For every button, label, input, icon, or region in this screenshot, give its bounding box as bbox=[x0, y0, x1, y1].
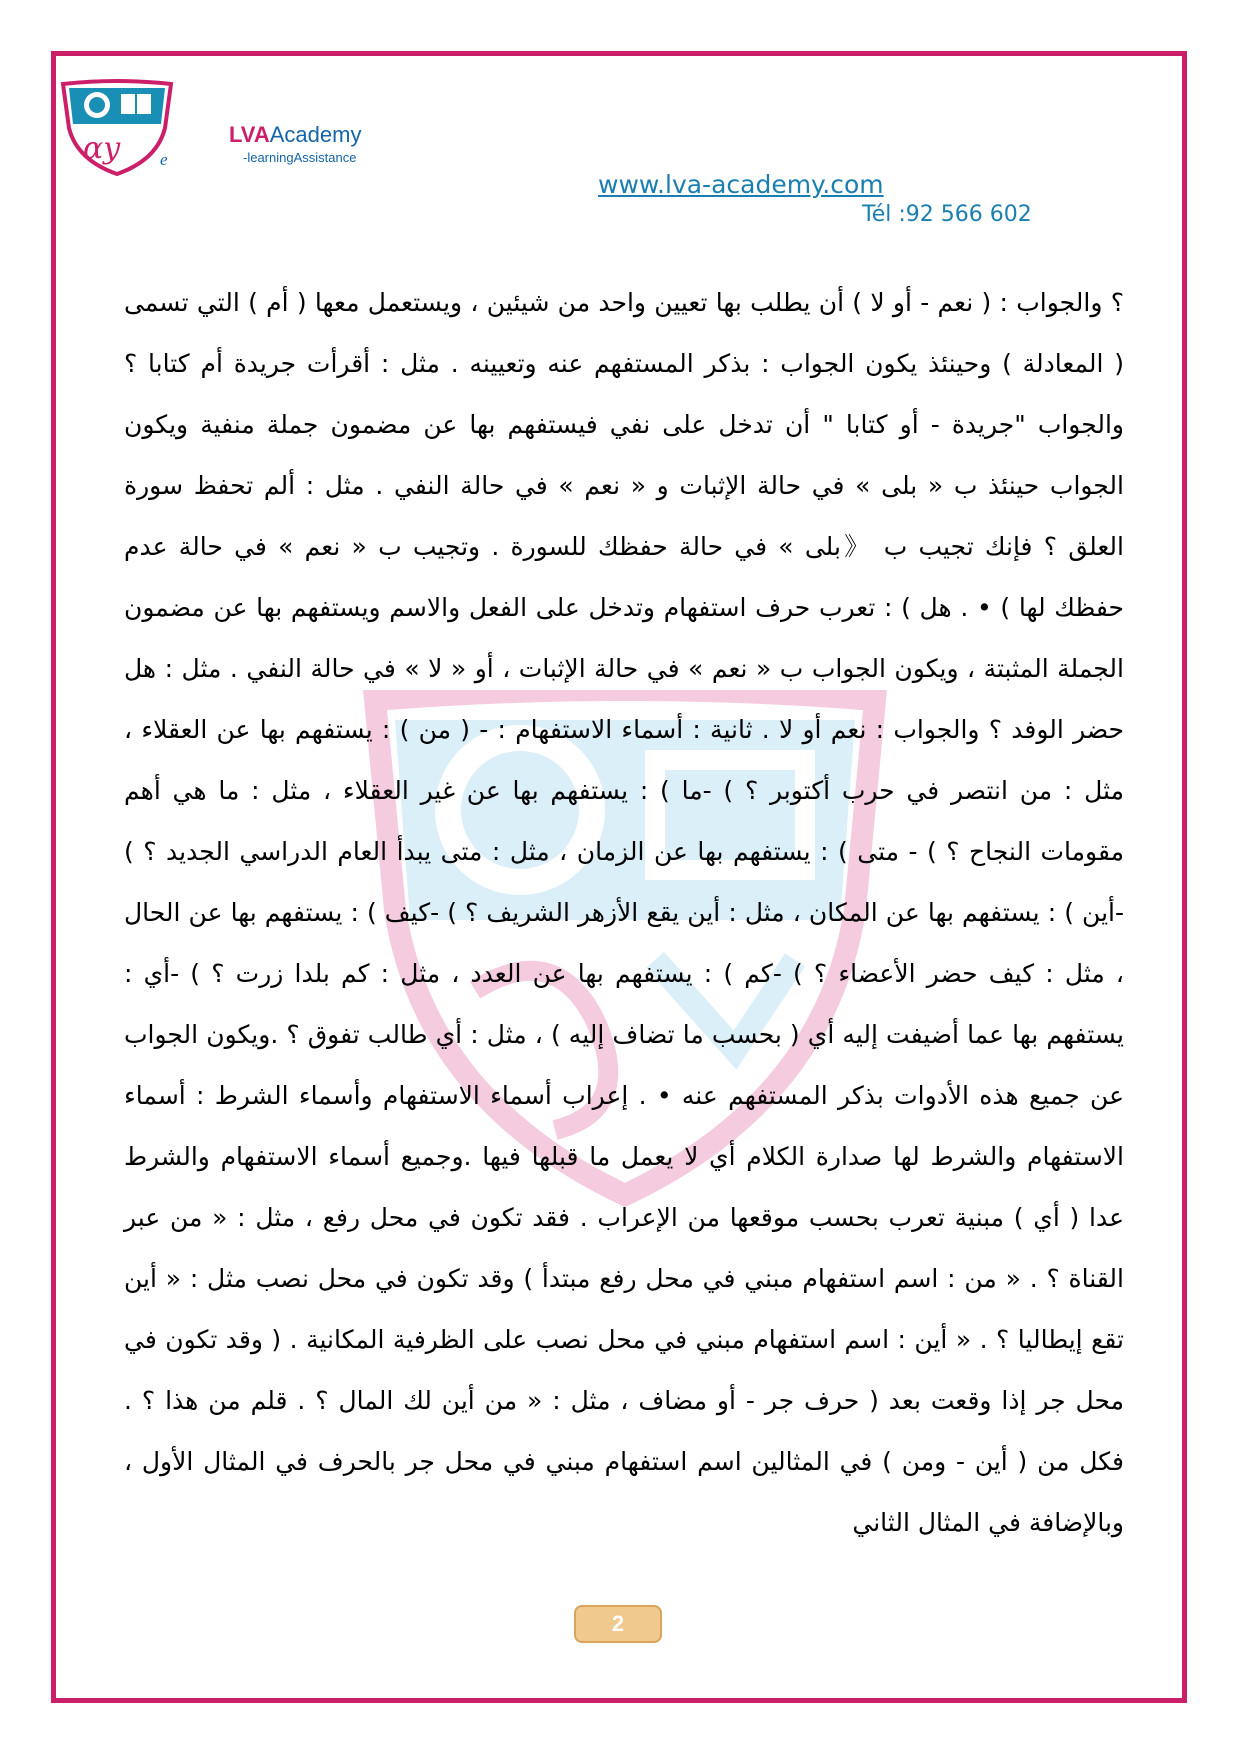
body-paragraph: ؟ والجواب : ( نعم - أو لا ) أن يطلب بها تعيين واحد من شيئين ، ويستعمل معها ( أم ) التي تسمى ( المعادلة ) وحينئذ يكون الجواب : بذكر المستفهم عنه وتعيينه . مثل : أقرأت جريدة أم كتابا ؟ والجواب "جريدة - أو كتابا " أن تدخل على نفي فيستفهم بها عن مضمون جملة منفية ويكون الجواب حينئذ ب « بلى » في حالة الإثبات و « نعم » في حالة النفي . مثل : ألم تحفظ سورة العلق ؟ فإنك تجيب ب 《بلى » في حالة حفظك للسورة . وتجيب ب « نعم » في حالة عدم حفظك لها ) • . هل ) : تعرب حرف استفهام وتدخل على الفعل والاسم ويستفهم بها عن مضمون الجملة المثبتة ، ويكون الجواب ب « نعم » في حالة الإثبات ، أو « لا » في حالة النفي . مثل : هل حضر الوفد ؟ والجواب : نعم أو لا . ثانية : أسماء الاستفهام : - ( من ) : يستفهم بها عن العقلاء ، مثل : من انتصر في حرب أكتوبر ؟ ) -ما ) : يستفهم بها عن غير العقلاء ، مثل : ما هي أهم مقومات النجاح ؟ ) - متى ) : يستفهم بها عن الزمان ، مثل : متى يبدأ العام الدراسي الجديد ؟ ) -أين ) : يستفهم بها عن المكان ، مثل : أين يقع الأزهر الشريف ؟ ) -كيف ) : يستفهم بها عن الحال ، مثل : كيف حضر الأعضاء ؟ ) -كم ) : يستفهم بها عن العدد ، مثل : كم بلدا زرت ؟ ) -أي : يستفهم بها عما أضيفت إليه أي ( بحسب ما تضاف إليه ) ، مثل : أي طالب تفوق ؟ .ويكون الجواب عن جميع هذه الأدوات بذكر المستفهم عنه • . إعراب أسماء الاستفهام وأسماء الشرط : أسماء الاستفهام والشرط لها صدارة الكلام أي لا يعمل ما قبلها فيها .وجميع أسماء الاستفهام والشرط عدا ( أي ) مبنية تعرب بحسب موقعها من الإعراب . فقد تكون في محل رفع ، مثل : « من عبر القناة ؟ . « من : اسم استفهام مبني في محل رفع مبتدأ ) وقد تكون في محل نصب مثل : « أين تقع إيطاليا ؟ . « أين : اسم استفهام مبني في محل نصب على الظرفية المكانية . ( وقد تكون في محل جر إذا وقعت بعد ( حرف جر - أو مضاف ، مثل : « من أين لك المال ؟ . قلم من هذا ؟ . فكل من ( أين - ومن ) في المثالين اسم استفهام مبني في محل جر بالحرف في المثال الأول ، وبالإضافة في المثال الثاني bbox=[124, 288, 1124, 1537]
website-link[interactable]: www.lva-academy.com bbox=[598, 170, 884, 199]
brand-prefix: LVA bbox=[229, 122, 270, 147]
academy-logo bbox=[57, 78, 177, 178]
brand-block bbox=[229, 122, 361, 165]
logo-alpha-glyph: αy bbox=[83, 131, 121, 166]
brand-name bbox=[229, 122, 361, 148]
phone-number: Tél :92 566 602 bbox=[862, 202, 1032, 227]
page-number-badge: 2 bbox=[574, 1605, 662, 1643]
logo-e-letter: e bbox=[160, 150, 168, 169]
brand-suffix: Academy bbox=[269, 122, 362, 147]
brand-tagline: -learningAssistance bbox=[243, 150, 357, 165]
article-body bbox=[124, 272, 1124, 1553]
